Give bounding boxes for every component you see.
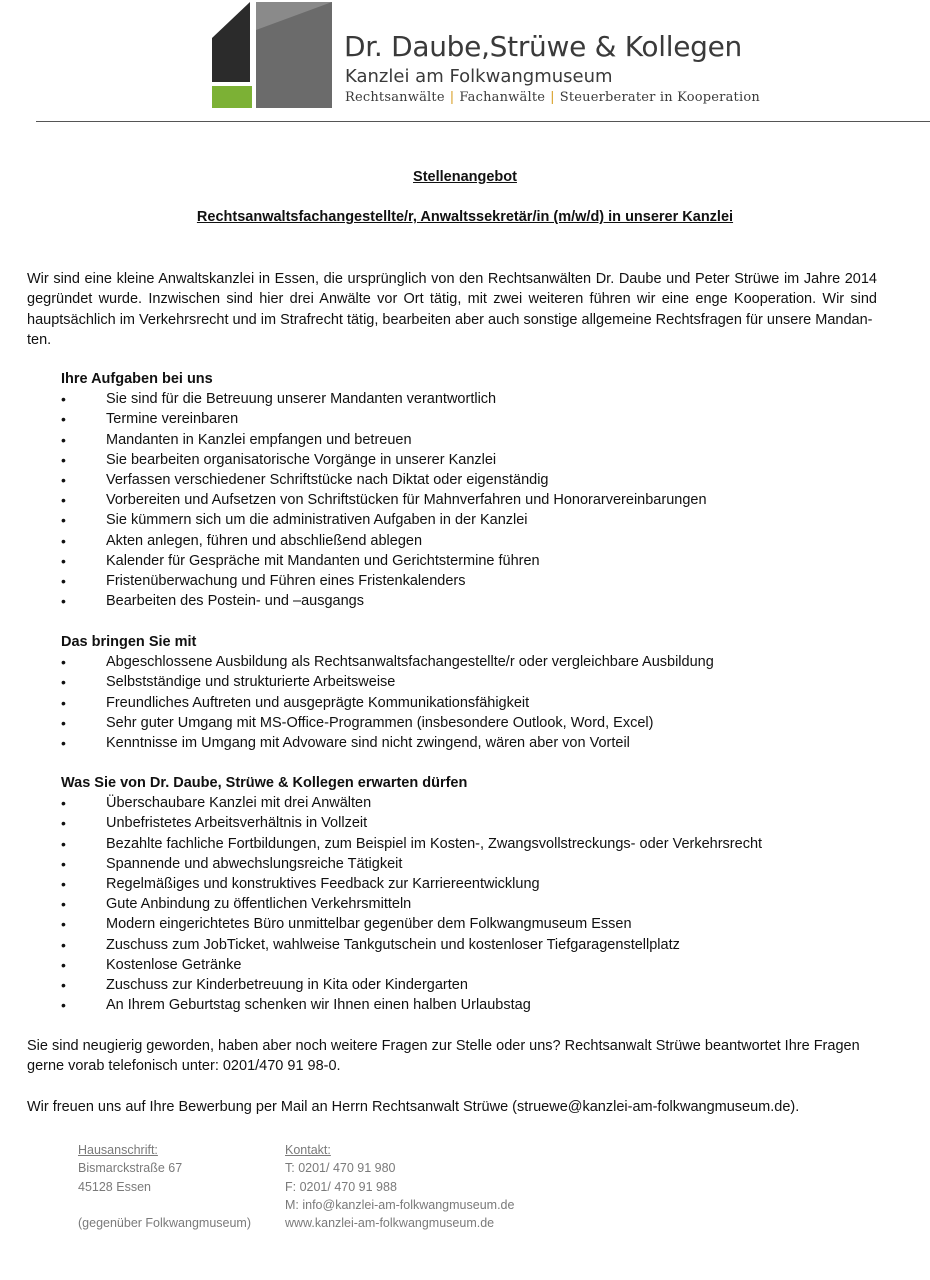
intro-paragraph: [27, 269, 877, 350]
list-item: • Bezahlte fachliche Fortbildungen, zum Beispiel im Kosten-, Zwangsvollstreckungs- oder Verkehrsrecht: [61, 834, 901, 854]
contact-phone: T: 0201/ 470 91 980: [285, 1161, 396, 1176]
list-item: • Fristenüberwachung und Führen eines Fristenkalenders: [61, 571, 901, 591]
list-item: • Unbefristetes Arbeitsverhältnis in Vollzeit: [61, 813, 901, 833]
application-note: Wir freuen uns auf Ihre Bewerbung per Mail an Herrn Rechtsanwalt Strüwe (struewe@kanzlei-am-folkwangmuseum.de).: [27, 1099, 800, 1115]
firm-subtitle: Kanzlei am Folkwangmuseum: [345, 66, 613, 87]
section-title: Das bringen Sie mit: [61, 634, 197, 650]
tag-tax: Steuerberater in Kooperation: [559, 90, 760, 105]
closing-line: Sie sind neugierig geworden, haben aber noch weitere Fragen zur Stelle oder uns? Rechtsanwalt Strüwe beantwortet Ihre Fragen: [27, 1038, 860, 1054]
address-note: (gegenüber Folkwangmuseum): [78, 1216, 252, 1231]
list-item: • Sehr guter Umgang mit MS-Office-Programmen (insbesondere Outlook, Word, Excel): [61, 713, 901, 733]
list-item: • Sie kümmern sich um die administrativen Aufgaben in der Kanzlei: [61, 510, 901, 530]
intro-text: Wir sind eine kleine Anwaltskanzlei in Essen, die ursprünglich von den Rechtsanwälten Dr. Daube und Peter Strüwe im Jahre 2014 gegründet wurde. Inzwischen sind hier drei Anwälte vor Ort tätig, mit zwei weiteren führen wir eine enge Kooperation. Wir sind hauptsächlich im Verkehrsrecht und im Strafrecht tätig, bearbeiten aber auch sonstige allgemeine Rechtsfragen für unsere Mandan-: [27, 271, 877, 328]
list-item: • Bearbeiten des Postein- und –ausgangs: [61, 591, 901, 611]
list-item: • Kenntnisse im Umgang mit Advoware sind nicht zwingend, wären aber von Vorteil: [61, 733, 901, 753]
list-item: • Kalender für Gespräche mit Mandanten und Gerichtstermine führen: [61, 551, 901, 571]
page-title: Stellenangebot: [413, 169, 517, 185]
list-item: • Modern eingerichtetes Büro unmittelbar gegenüber dem Folkwangmuseum Essen: [61, 914, 901, 934]
section-tasks: [61, 369, 901, 611]
tag-lawyers: Rechtsanwälte: [345, 90, 445, 105]
list-item: • Gute Anbindung zu öffentlichen Verkehrsmitteln: [61, 894, 901, 914]
contact-fax: F: 0201/ 470 91 988: [285, 1179, 397, 1194]
section-title: Ihre Aufgaben bei uns: [61, 371, 213, 387]
tag-specialists: Fachanwälte: [459, 90, 546, 105]
list-item: • Vorbereiten und Aufsetzen von Schriftstücken für Mahnverfahren und Honorarvereinbarungen: [61, 490, 901, 510]
list-item: • Zuschuss zur Kinderbetreuung in Kita oder Kindergarten: [61, 975, 901, 995]
intro-text-end: ten.: [27, 331, 52, 348]
letterhead: [0, 0, 930, 120]
footer-address: [78, 1141, 251, 1232]
requirements-list: [61, 652, 901, 753]
contact-label: Kontakt:: [285, 1143, 331, 1157]
list-item: • Zuschuss zum JobTicket, wahlweise Tankgutschein und kostenloser Tiefgaragenstellplatz: [61, 935, 901, 955]
task-list: [61, 389, 901, 611]
list-item: • Kostenlose Getränke: [61, 955, 901, 975]
closing-line: gerne vorab telefonisch unter: 0201/470 91 98-0.: [27, 1058, 341, 1075]
tag-separator: |: [449, 90, 455, 105]
address-spacer: [78, 1196, 251, 1214]
tag-separator: |: [550, 90, 555, 105]
list-item: • Überschaubare Kanzlei mit drei Anwälten: [61, 793, 901, 813]
list-item: • Sie bearbeiten organisatorische Vorgänge in unserer Kanzlei: [61, 450, 901, 470]
list-item: • Freundliches Auftreten und ausgeprägte Kommunikationsfähigkeit: [61, 693, 901, 713]
list-item: • Sie sind für die Betreuung unserer Mandanten verantwortlich: [61, 389, 901, 409]
firm-name: Dr. Daube,Strüwe & Kollegen: [344, 30, 742, 63]
address-city: 45128 Essen: [78, 1179, 151, 1194]
benefits-list: [61, 793, 901, 1015]
firm-logo-icon: [212, 2, 332, 110]
job-title: Rechtsanwaltsfachangestellte/r, Anwaltssekretär/in (m/w/d) in unserer Kanzlei: [196, 209, 734, 225]
list-item: • Regelmäßiges und konstruktives Feedback zur Karriereentwicklung: [61, 874, 901, 894]
section-benefits: [61, 773, 901, 1015]
list-item: • Abgeschlossene Ausbildung als Rechtsanwaltsfachangestellte/r oder vergleichbare Ausbildung: [61, 652, 901, 672]
list-item: • Verfassen verschiedener Schriftstücke nach Diktat oder eigenständig: [61, 470, 901, 490]
contact-mail: M: info@kanzlei-am-folkwangmuseum.de: [285, 1197, 515, 1212]
address-street: Bismarckstraße 67: [78, 1161, 183, 1176]
header-divider: [36, 121, 930, 122]
list-item: • An Ihrem Geburtstag schenken wir Ihnen einen halben Urlaubstag: [61, 995, 901, 1015]
list-item: • Akten anlegen, führen und abschließend ablegen: [61, 531, 901, 551]
list-item: • Selbstständige und strukturierte Arbeitsweise: [61, 672, 901, 692]
contact-web: www.kanzlei-am-folkwangmuseum.de: [285, 1216, 495, 1231]
footer-contact: [285, 1141, 514, 1232]
closing-paragraph: [27, 1036, 877, 1077]
list-item: • Termine vereinbaren: [61, 409, 901, 429]
list-item: • Spannende und abwechslungsreiche Tätigkeit: [61, 854, 901, 874]
firm-tagline: [345, 90, 760, 105]
list-item: • Mandanten in Kanzlei empfangen und betreuen: [61, 430, 901, 450]
section-title: Was Sie von Dr. Daube, Strüwe & Kollegen erwarten dürfen: [61, 775, 468, 791]
address-label: Hausanschrift:: [78, 1143, 158, 1157]
section-requirements: [61, 632, 901, 753]
